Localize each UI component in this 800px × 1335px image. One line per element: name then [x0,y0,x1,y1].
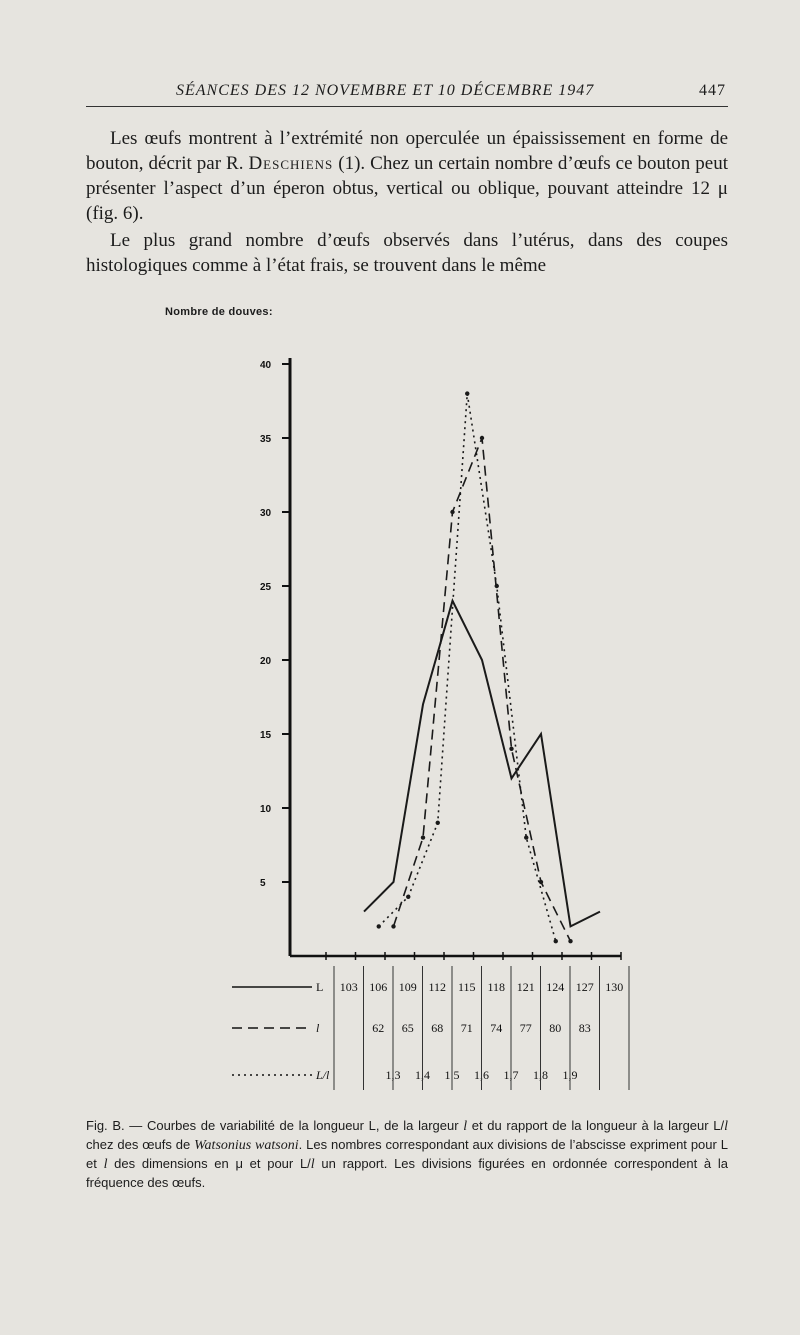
caption-part: . Les nombres correspondant aux divisions de l’abscisse expriment pour L et [86,1137,728,1171]
x-tick-label: 115 [457,980,476,994]
x-tick-label: 121 [516,980,535,994]
caption-symbol: l [103,1157,108,1172]
caption-symbol: l [310,1157,315,1172]
paragraph-2: Le plus grand nombre d’œufs observés dans l’utérus, dans des coupes histologiques comme à l’état frais, se trouvent dans le même [86,230,728,276]
x-tick-label: 1,3 [385,1068,401,1082]
caption-part: Fig. B. — Courbes de variabilité de la longueur L, de la largeur [86,1118,464,1133]
y-tick-label: 40 [260,360,272,371]
x-tick-label: 118 [487,980,506,994]
x-tick-label: 130 [605,980,624,994]
legend-label: L [316,980,324,994]
y-tick-label: 20 [260,656,272,667]
x-tick-label: 65 [401,1021,414,1035]
x-tick-label: 127 [575,980,594,994]
y-tick-label: 25 [260,582,272,593]
x-tick-label: 77 [519,1021,532,1035]
chart-axes [282,358,621,960]
data-point [406,895,410,899]
x-tick-label: 1,9 [562,1068,578,1082]
legend-label: l [316,1021,320,1035]
caption-part: et du rapport de la longueur à la largeur L/ [467,1118,725,1133]
y-tick-label: 5 [260,878,266,889]
caption-part: un rapport. Les divisions figurées en ordonnée correspondent à la fréquence des œufs. [86,1156,728,1190]
x-tick-label: 80 [549,1021,562,1035]
caption-part: des dimensions en μ et pour L/ [107,1156,311,1171]
y-tick-label: 10 [260,804,272,815]
data-point [465,391,469,395]
series-line-dotted [379,394,556,942]
data-point [554,939,558,943]
data-point [377,924,381,928]
caption-part: chez des œufs de [86,1137,195,1152]
x-tick-label: 68 [431,1021,444,1035]
x-tick-label: 62 [372,1021,385,1035]
y-tick-label: 35 [260,434,272,445]
species-name: Watsonius watsoni [194,1138,299,1153]
x-tick-label: 112 [428,980,447,994]
legend-label: L/l [316,1068,330,1082]
y-tick-labels [260,360,272,889]
y-axis-label: Nombre de douves: [165,306,273,318]
author-name: Deschiens [248,153,334,174]
x-tick-label: 1 5 [444,1068,460,1082]
x-tick-label: 109 [398,980,417,994]
y-tick-label: 15 [260,730,272,741]
data-point [480,436,484,440]
series-line-dashed [394,438,571,941]
data-point [450,510,454,514]
x-tick-label: 1,6 [474,1068,489,1082]
data-point [391,924,395,928]
x-tick-label: 1,8 [533,1068,548,1082]
figure-caption [86,1117,728,1192]
caption-symbol: l [463,1119,468,1134]
data-point [509,747,513,751]
x-tick-label: 103 [339,980,358,994]
series-dashed [391,436,572,944]
x-tick-label: 106 [369,980,388,994]
series-line-solid [364,601,600,927]
data-point [495,584,499,588]
x-tick-label: 71 [460,1021,473,1035]
paragraph-1-part-b: (1). Chez un certain nombre d’œufs ce bouton peut présenter l’aspect d’un éperon obtus, vertical ou oblique, pouvant atteindre 12 μ (fig. 6). [86,153,728,224]
x-tick-label: 124 [546,980,565,994]
paragraph-1-part-a: Les œufs montrent à l’extrémité non operculée un épaississement en forme de bouton, décrit par R. [86,128,728,174]
y-tick-label: 30 [260,508,272,519]
x-tick-label: 1,7 [503,1068,519,1082]
data-point [421,835,425,839]
abscissa-table [232,966,629,1090]
x-tick-label: 74 [490,1021,503,1035]
x-tick-label: 1,4 [415,1068,430,1082]
caption-symbol: l [724,1119,728,1134]
chart-series [364,391,600,943]
series-solid [364,601,600,927]
series-dotted [377,391,558,943]
data-point [436,821,440,825]
data-point [568,939,572,943]
x-tick-label: 83 [578,1021,591,1035]
data-point [524,835,528,839]
page-number: 447 [699,82,726,99]
running-title: SÉANCES DES 12 NOVEMBRE ET 10 DÉCEMBRE 1947 [176,82,595,99]
